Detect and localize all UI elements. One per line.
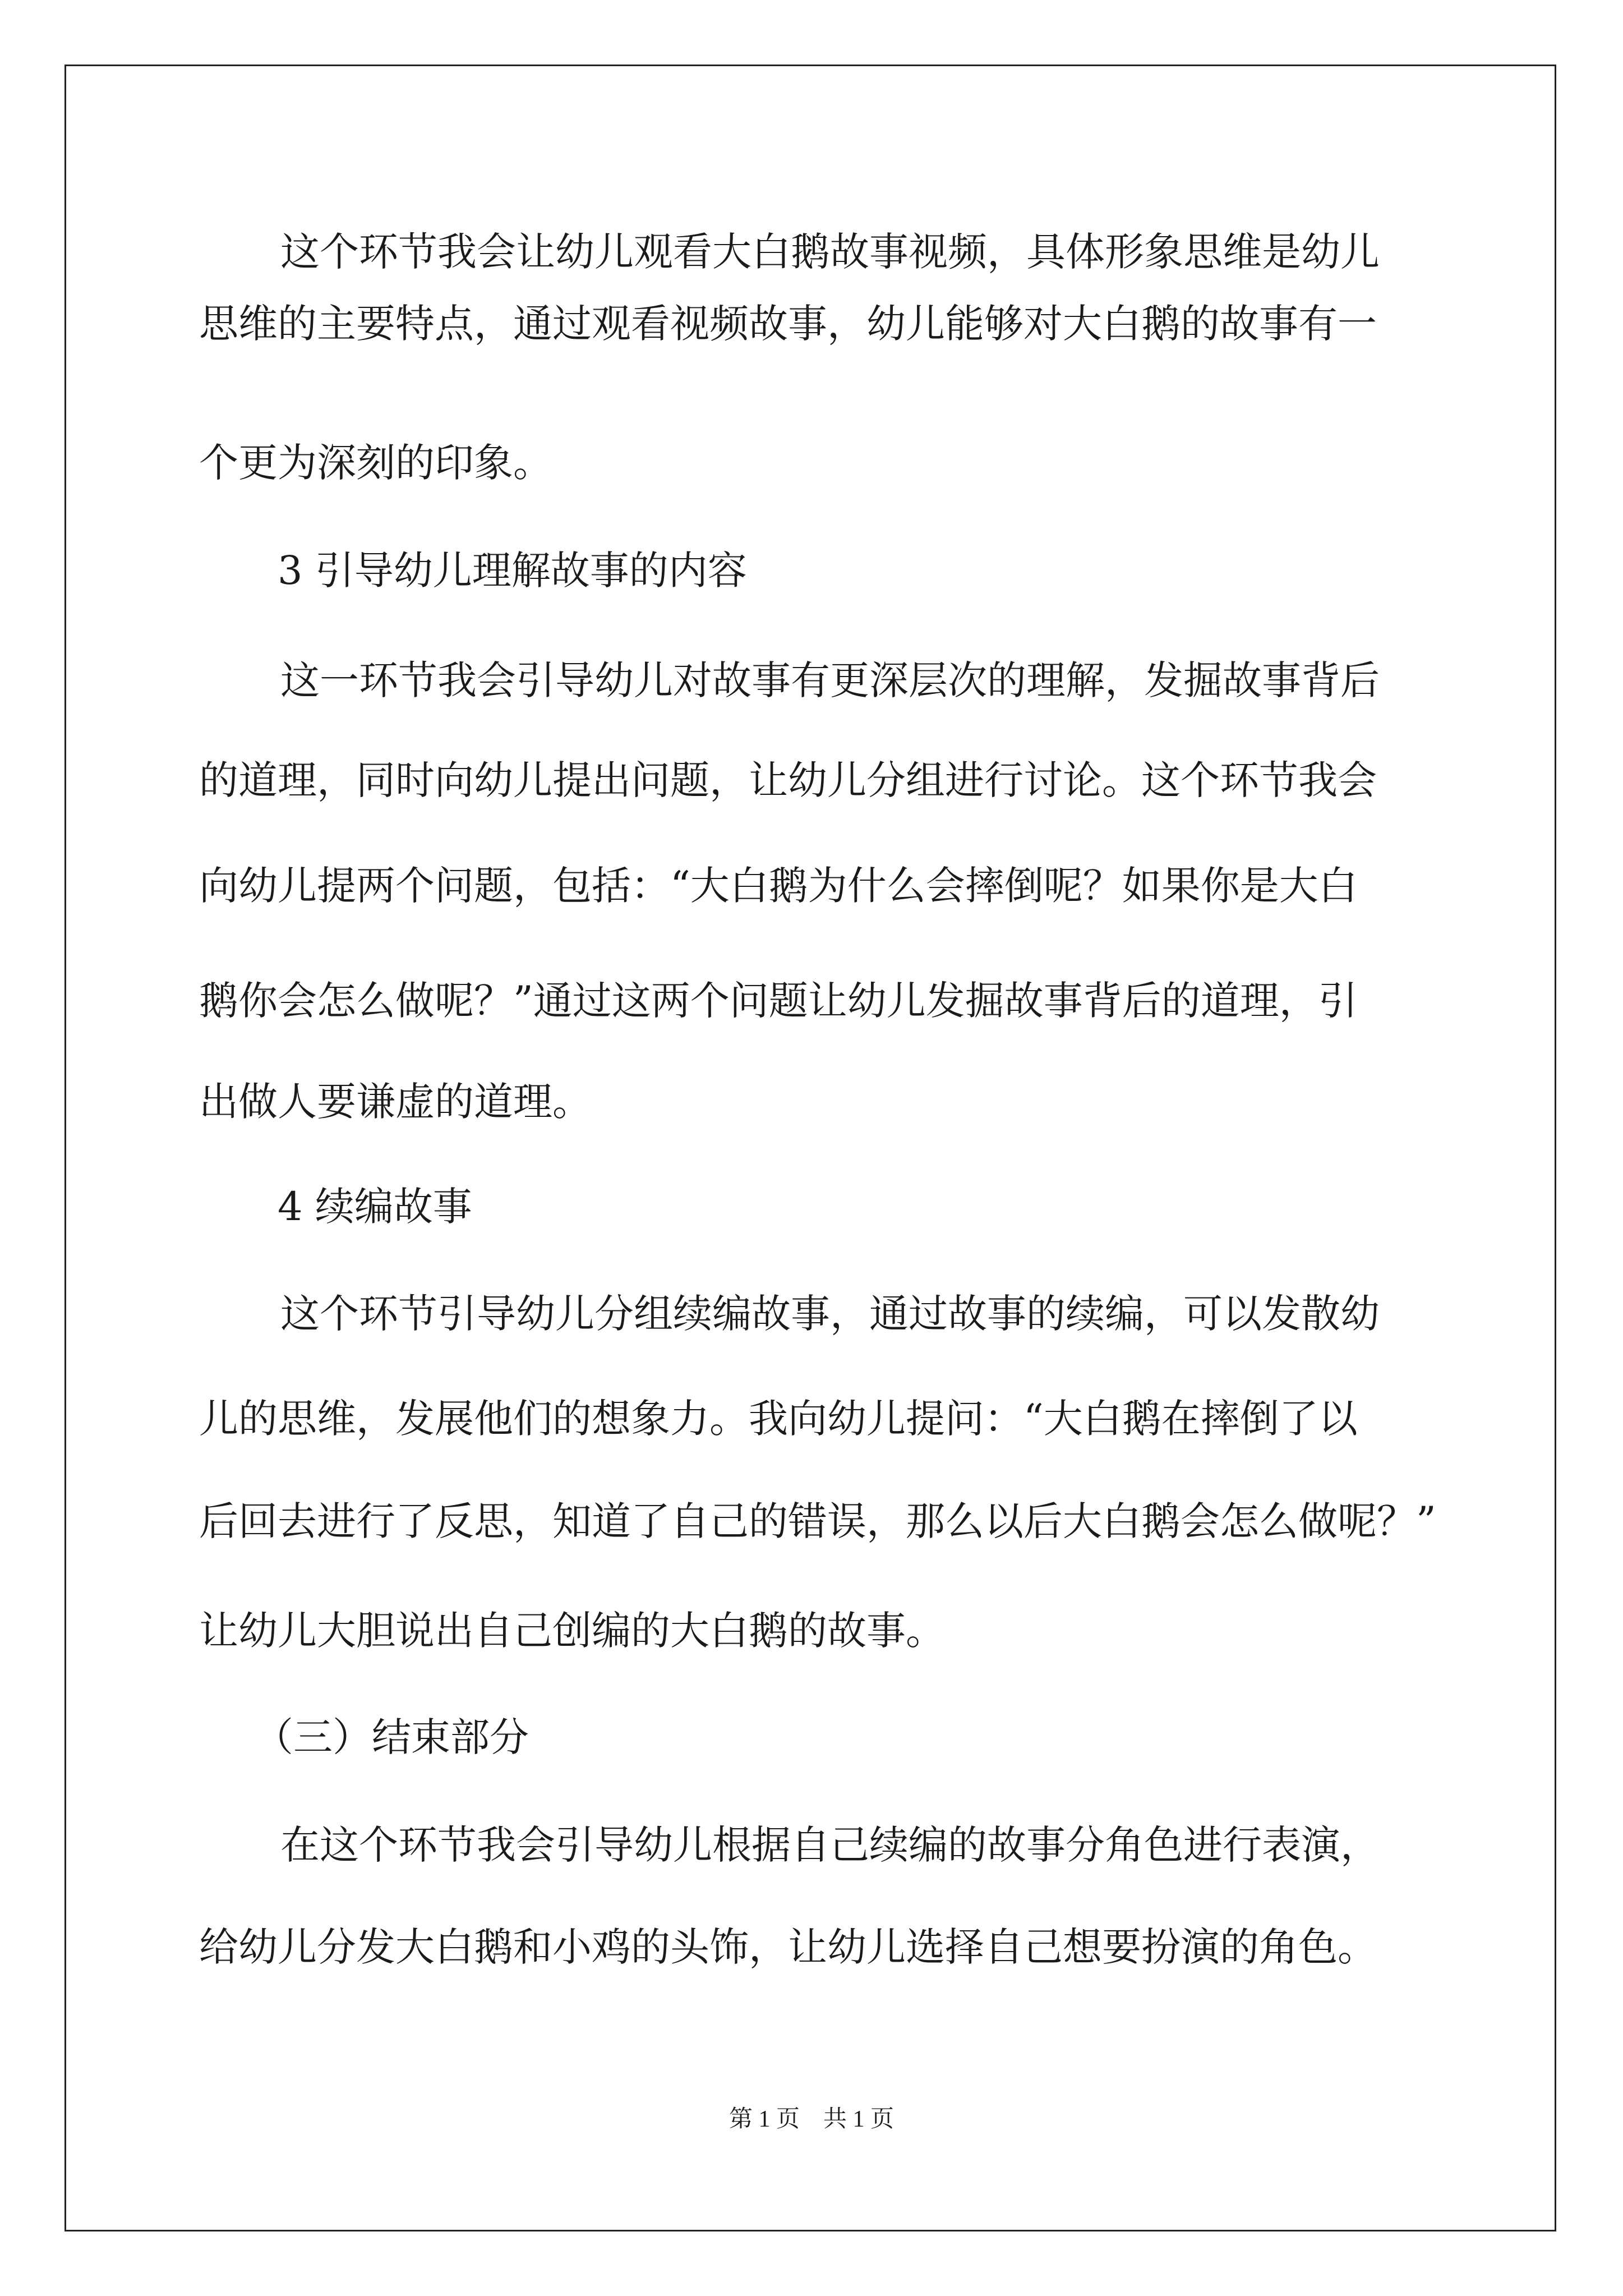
paragraph-line: 这个环节引导幼儿分组续编故事，通过故事的续编，可以发散幼: [280, 1291, 1380, 1337]
paragraph-line: 让幼儿大胆说出自己创编的大白鹅的故事。: [199, 1608, 945, 1654]
page-footer: [0, 2102, 1623, 2136]
page-number: 第 1 页: [728, 2106, 800, 2132]
paragraph-line: 给幼儿分发大白鹅和小鸡的头饰，让幼儿选择自己想要扮演的角色。: [199, 1924, 1377, 1970]
total-pages: 共 1 页: [823, 2106, 895, 2132]
paragraph-line: 在这个环节我会引导幼儿根据自己续编的故事分角色进行表演，: [280, 1822, 1380, 1868]
paragraph-line: 的道理，同时向幼儿提出问题，让幼儿分组进行讨论。这个环节我会: [199, 757, 1377, 803]
section-heading: （三）结束部分: [254, 1714, 529, 1760]
paragraph-line: 这个环节我会让幼儿观看大白鹅故事视频，具体形象思维是幼儿: [280, 229, 1380, 275]
page-border: [64, 65, 1556, 2231]
paragraph-line: 鹅你会怎么做呢？”通过这两个问题让幼儿发掘故事背后的道理，引: [199, 978, 1358, 1024]
paragraph-line: 思维的主要特点，通过观看视频故事，幼儿能够对大白鹅的故事有一: [199, 301, 1377, 347]
paragraph-line: 儿的思维，发展他们的想象力。我向幼儿提问：“大白鹅在摔倒了以: [199, 1396, 1358, 1442]
section-heading: 4 续编故事: [278, 1184, 472, 1230]
section-heading: 3 引导幼儿理解故事的内容: [278, 547, 747, 593]
paragraph-line: 后回去进行了反思，知道了自己的错误，那么以后大白鹅会怎么做呢？”: [199, 1498, 1436, 1544]
paragraph-line: 这一环节我会引导幼儿对故事有更深层次的理解，发掘故事背后: [280, 657, 1380, 703]
paragraph-line: 出做人要谦虚的道理。: [199, 1079, 592, 1125]
paragraph-line: 向幼儿提两个问题，包括：“大白鹅为什么会摔倒呢？如果你是大白: [199, 863, 1358, 909]
paragraph-line: 个更为深刻的印象。: [199, 440, 552, 486]
